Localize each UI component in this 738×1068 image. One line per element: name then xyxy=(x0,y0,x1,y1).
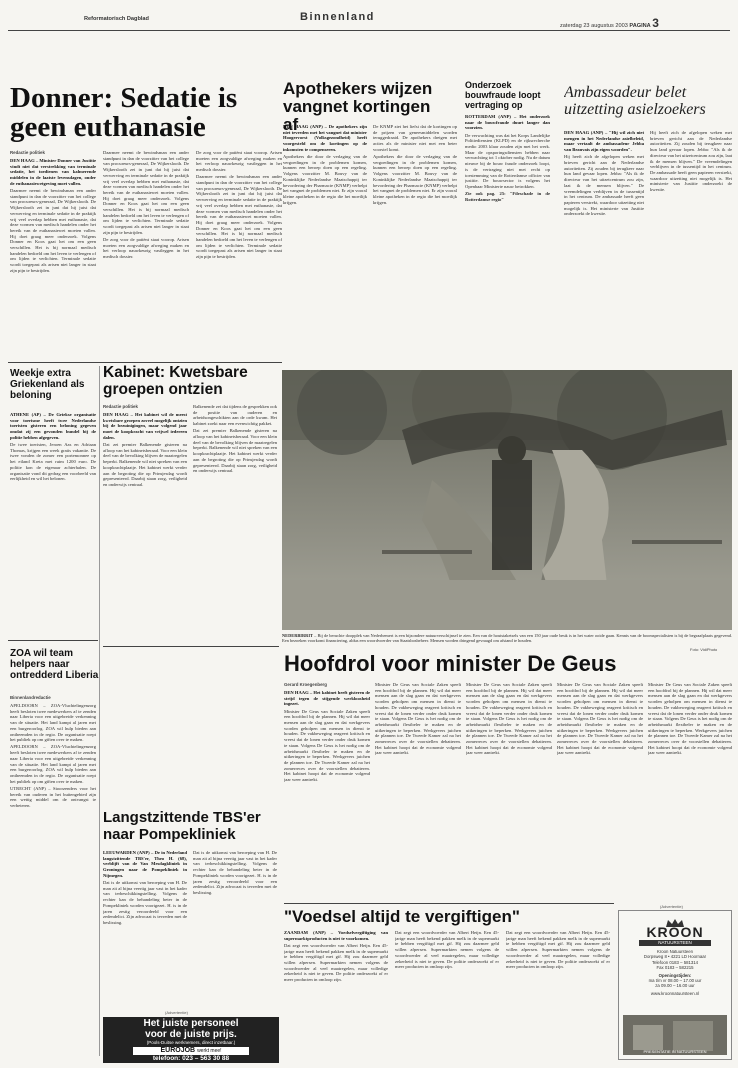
body-ambassadeur-col2 xyxy=(650,130,732,330)
section-title: Binnenland xyxy=(300,11,375,23)
photo-tree xyxy=(282,370,732,630)
ad-kroon[interactable] xyxy=(618,910,732,1060)
body-apothekers-3: Apothekers die door de verlaging van de vergoedingen in de problemen komen, kunnen een beroep doen op een regeling. Volgens voorzitter M. Bouvy van de Koninklijke Nederlandse Maatschappij ter bevordering der Pharmacie (KNMP) verhelpt het vangnet de problemen niet. Er zijn vooral kleine apotheken in de regio die het moeilijk krijgen. xyxy=(373,154,457,205)
ad-label-kroon: (Advertentie) xyxy=(660,904,683,909)
photo-credit: Foto: VidiPhoto xyxy=(690,647,718,652)
body-euthanasie-5: Daarmee neemt de bewindsman een ander standpunt in dan de voorzitter van het college van procureurs-generaal, De Wijkerslooth. De Wijkerslooth zei in juni dat hij juist dat verwerving en terminale sedatie in de praktijk vrij veel overlap hebben met euthanasie, dat deze vormen van medisch handelen onder het bereik van de euthanasiewet moeten vallen. Hij doet graag meer onderzoek. Volgens Donner en Koos gaat het om een geen verschillen. Het is bij normaal medisch handelen bedoeld om het leven te verlengen of om lijden te verlichten. Terminale sedatie wordt toegepast als artsen niet langer in staat zijn pijn te bestrijden. xyxy=(196,174,282,260)
divider-vergiftigen xyxy=(284,903,614,904)
divider-liberia xyxy=(8,640,98,641)
headline-onderzoek: Onderzoek bouwfraude loopt vertraging op xyxy=(465,80,541,110)
body-tbs-2: Dat is de uitkomst van beroeping van H. De man zit al bijna veertig jaar vast in het kader van terbeschikkingstelling. Volgens de rechter kan de behandeling beter in de Pompekliniek worden voortgezet. H. is in de jaren zestig veroordeeld voor een zedendelict. Zijn advocaat is tevreden met de beslissing. xyxy=(193,850,277,895)
body-kabinet-3: Dat zei premier Balkenende gisteren na afloop van het kabinetsberaad. Voor een klein deel van de bevolking blijven de maatregelen beperkt. Balkenende wil niet spreken van een koopkrachtplaatje. Het kabinet werkt verder aan de begroting die op Prinsjesdag wordt gepresenteerd. Daarbij staan zorg, veiligheid en onderwijs centraal. xyxy=(193,428,277,474)
body-ambassadeur-col1 xyxy=(564,130,644,330)
headline-ambassadeur: Ambassadeur belet uitzetting asielzoekers xyxy=(564,84,706,118)
body-euthanasie: Daarmee neemt de bewindsman een ander standpunt in dan de voorzitter van het college van procureurs-generaal, De Wijkerslooth. De Wijkerslooth zei in juni dat hij juist dat verwerving en terminale sedatie in de praktijk vrij veel overlap hebben met euthanasie, dat deze vormen van medisch handelen onder het bereik van de euthanasiewet moeten vallen. Hij doet graag meer onderzoek. Volgens Donner en Koos gaat het om een geen verschillen. Het is bij normaal medisch handelen bedoeld om het leven te verlengen of om lijden te verlichten. Terminale sedatie wordt toegepast als artsen niet langer in staat zijn pijn te bestrijden. xyxy=(10,188,96,273)
page-date-block xyxy=(560,16,738,30)
photo-caption xyxy=(282,633,732,647)
body-onderzoek-text: De verwachting was dat het Korps Landelijke Politiediensten (KLPD) en de rijksrecherche medio 2003 klaar zouden zijn met het werk. Maar de opsporingsdiensten hebben naar verwachting tot 1 oktober nodig. Nu de datum nieuwe bij de bouw fraude onderzoek loopt, is de vertraging niet met recht op toestemming van de Rotterdamse officier van justitie. De bouwsector is volgens het Openbaar Ministerie nauw betrokken. xyxy=(465,132,550,189)
byline-euthanasie: Redactie politiek xyxy=(10,150,45,155)
footnote-liberia: UTRECHT (ANP) – Stoorzenders voor het bereik van ouderen in het buitengebied zijn een wettig middel om de ontvangst te verbeteren. xyxy=(10,785,96,808)
body-kabinet-col2 xyxy=(193,404,277,642)
body-geus-col2 xyxy=(375,682,461,900)
body-vergiftigen-3: Dat zegt een woordvoerder van Albert Heijn. Een 45-jarige man heeft bekend pakken melk in de supermarkt te hebben vergiftigd met gif. Hij zou daarmee geld willen afpersen. Supermarkten nemen volgens de woordvoerder al veel maatregelen, maar volledige zekerheid is niet te geven. De politie onderzoekt of er meer producten in omloop zijn. xyxy=(506,930,610,970)
ad-eurojob-line2: voor de juiste prijs. xyxy=(145,1029,237,1040)
kroon-brand-sub: NATUURSTEEN xyxy=(639,940,711,946)
body-geus-col3 xyxy=(466,682,552,900)
body-apothekers-col2 xyxy=(373,124,457,356)
page-label: PAGINA xyxy=(629,23,651,29)
headline-geus: Hoofdrol voor minister De Geus xyxy=(284,652,617,676)
lead-griekenland: ATHENE (AP) – De Griekse organisatie voor toerisme heeft twee Nederlandse toeristen gisteren een beloning gegeven omdat zij een gevonden bundel bij de politie hebben afgegeven. xyxy=(10,412,96,440)
body-geus-col5 xyxy=(648,682,732,900)
publication-name: Reformatorisch Dagblad xyxy=(84,16,149,22)
body-kabinet: Dat zei premier Balkenende gisteren na afloop van het kabinetsberaad. Voor een klein deel van de bevolking blijven de maatregelen beperkt. Balkenende wil niet spreken van een koopkrachtplaatje. Het kabinet werkt verder aan de begroting die op Prinsjesdag wordt gepresenteerd. Daarbij staan zorg, veiligheid en onderwijs centraal. xyxy=(103,442,187,487)
body-griekenland xyxy=(10,412,96,634)
body-kabinet-2: Balkenende zei dat tijdens de gesprekken ook de positie van ouderen en arbeidsongeschikten aan de orde kwam. Het kabinet zoekt naar een evenwichtig pakket. xyxy=(193,404,277,427)
ad-eurojob-brandline xyxy=(133,1047,249,1055)
body-geus: Minister De Geus van Sociale Zaken speelt een hoofdrol bij de plannen. Hij wil dat meer mensen aan de slag gaan en dat werkgevers worden geholpen om mensen in dienst te houden. De vakbeweging reageert kritisch en vreest dat de lonen verder onder druk komen te staan. Volgens De Geus is het nodig om de arbeidsmarkt flexibeler te maken en de uitkeringen te beperken. Werkgevers juichen de plannen toe. De Tweede Kamer zal na het zomerreces over de voorstellen debatteren. Het kabinet hoopt dat de economie volgend jaar weer aantrekt. xyxy=(284,708,370,783)
body-euthanasie-col1 xyxy=(10,158,96,358)
kroon-address xyxy=(619,949,731,996)
ad-eurojob[interactable] xyxy=(103,1017,279,1063)
body-ambassadeur: Hij heeft zich de afgelopen weken met brieven gericht aan de Nederlandse autoriteiten. Zij zouden bij terugkeer naar hun land gevaar lopen. Jebba: "Als ik de directeur van het uitzetcentrum zou zijn, laat ik de mensen blijven." De vreemdelingen verblijven in de tussentijd in het centrum. De ambassade heeft geen papieren verstrekt, waardoor uitzetting niet mogelijk is. Het ministerie van Justitie onderzoekt de kwestie. xyxy=(564,154,644,217)
headline-euthanasie: Donner: Sedatie is geen euthanasie xyxy=(10,84,238,142)
body-euthanasie-col2 xyxy=(103,150,189,350)
body-vergiftigen-2: Dat zegt een woordvoerder van Albert Heijn. Een 45-jarige man heeft bekend pakken melk in de supermarkt te hebben vergiftigd met gif. Hij zou daarmee geld willen afpersen. Supermarkten nemen volgens de woordvoerder al veel maatregelen, maar volledige zekerheid is niet te geven. De politie onderzoekt of er meer producten in omloop zijn. xyxy=(395,930,499,970)
ad-eurojob-phone: telefoon: 023 – 563 30 88 xyxy=(152,1055,230,1062)
body-euthanasie-4: De zorg voor de patiënt staat voorop. Artsen moeten een zorgvuldige afweging maken en het verloop nauwkeurig vastleggen in het medisch dossier. xyxy=(196,150,282,173)
body-tbs: Dat is de uitkomst van beroeping van H. De man zit al bijna veertig jaar vast in het kader van terbeschikkingstelling. Volgens de rechter kan de behandeling beter in de Pompekliniek worden voortgezet. H. is in de jaren zestig veroordeeld voor een zedendelict. Zijn advocaat is tevreden met de beslissing. xyxy=(103,880,187,925)
tree-photo-image xyxy=(282,370,732,630)
kroon-hours-2: za 09.00 – 16.00 uur xyxy=(655,983,695,989)
body-vergiftigen-col3 xyxy=(506,930,610,1050)
kroon-line-3: Telefoon 0183 – 581314 xyxy=(651,959,699,965)
byline-liberia: Binnenlandredactie xyxy=(10,695,51,700)
body-vergiftigen: Dat zegt een woordvoerder van Albert Heijn. Een 45-jarige man heeft bekend pakken melk in de supermarkt te hebben vergiftigd met gif. Hij zou daarmee geld willen afpersen. Supermarkten nemen volgens de woordvoerder al veel maatregelen, maar volledige zekerheid is niet te geven. De politie onderzoekt of er meer producten in omloop zijn. xyxy=(284,942,388,983)
byline-geus: Gerard Kroegenberg xyxy=(284,682,327,687)
body-tbs-col1 xyxy=(103,850,187,1010)
body-liberia-text: APELDOORN – ZOA-Vluchtelingenzorg heeft besloten twee medewerkers af te zenden naar Liberia voor een uitgebreide verkenning van de situatie. Het land kampt al jaren met een burgeroorlog. ZOA wil hulp bieden aan ontheemden in de regio. De organisatie roept het publiek op om giften over te maken. xyxy=(10,703,96,743)
kroon-hours-1: ma t/m vr 08.00 – 17.00 uur xyxy=(648,978,702,984)
photo-caption-label: NEDERBIRRIT xyxy=(282,633,313,638)
body-geus-2: Minister De Geus van Sociale Zaken speelt een hoofdrol bij de plannen. Hij wil dat meer mensen aan de slag gaan en dat werkgevers worden geholpen om mensen in dienst te houden. De vakbeweging reageert kritisch en vreest dat de lonen verder onder druk komen te staan. Volgens De Geus is het nodig om de arbeidsmarkt flexibeler te maken en de uitkeringen te beperken. Werkgevers juichen de plannen toe. De Tweede Kamer zal na het zomerreces over de voorstellen debatteren. Het kabinet hoopt dat de economie volgend jaar weer aantrekt. xyxy=(375,682,461,756)
headline-tbs: Langstzittende TBS'er naar Pompekliniek xyxy=(103,810,261,843)
footnote-onderzoek: Zie ook pag. 25: "Fileschade in de Rotterdamse regio" xyxy=(465,191,550,202)
headline-kabinet: Kabinet: Kwetsbare groepen ontzien xyxy=(103,364,248,398)
ad-eurojob-line1: Het juiste personeel xyxy=(143,1018,239,1029)
headline-liberia: ZOA wil team helpers naar ontredderd Liberia xyxy=(10,648,99,681)
lead-onderzoek: ROTTERDAM (ANP) – Het onderzoek naar de bouwfraude duurt langer dan voorzien. xyxy=(465,114,550,131)
kroon-line-2: Dorpsweg 8 • 4221 LD Hoornaar xyxy=(643,954,707,960)
masthead xyxy=(0,0,738,32)
lead-tbs: LEEUWARDEN (ANP) – De in Nederland langstzittende TBS'er, Theo H. (68), verblijft van de Van Mesdagkliniek in Groningen naar de Pompekliniek in Nijmegen. xyxy=(103,850,187,878)
body-euthanasie-3: De zorg voor de patiënt staat voorop. Artsen moeten een zorgvuldige afweging maken en het verloop nauwkeurig vastleggen in het medisch dossier. xyxy=(103,237,189,260)
kroon-brand: KROON xyxy=(646,924,704,940)
body-griekenland-text: De twee toeristen, Jeroen Aas en Adriaan Thomas, krijgen een week gratis vakantie. De twee vonden de zomer een portemonnee op het eiland Kreta met ruim 1200 euro. De politie kon de eigenaar achterhalen. De organisatie vond dit gedrag een voorbeeld van eerlijkheid en wil het belonen. xyxy=(10,442,96,482)
divider-tbs xyxy=(103,646,279,647)
body-kabinet-col1 xyxy=(103,412,187,642)
body-euthanasie-2: Daarmee neemt de bewindsman een ander standpunt in dan de voorzitter van het college van procureurs-generaal, De Wijkerslooth. De Wijkerslooth zei in juni dat hij juist dat verwerving en terminale sedatie in de praktijk vrij veel overlap hebben met euthanasie, dat deze vormen van medisch handelen onder het bereik van de euthanasiewet moeten vallen. Hij doet graag meer onderzoek. Volgens Donner en Koos gaat het om een geen verschillen. Het is bij normaal medisch handelen bedoeld om het leven te verlengen of om lijden te verlichten. Terminale sedatie wordt toegepast als artsen niet langer in staat zijn pijn te bestrijden. xyxy=(103,150,189,235)
body-vergiftigen-col1 xyxy=(284,930,388,1050)
kroon-image xyxy=(623,1015,727,1055)
lead-kabinet: DEN HAAG – Het kabinet wil de meest kwetsbare groepen zoveel mogelijk ontzien bij de bezuinigingen, maar volgend jaar moet de koopkracht van vrijwel iedereen dalen. xyxy=(103,412,187,440)
body-apothekers-2: De KNMP ziet het liefst dat de kortingen op de prijzen van geneesmiddelen worden teruggedraaid. De apothekers dreigen met acties als de minister niet met een beter voorstel komt. xyxy=(373,124,457,152)
lead-euthanasie: DEN HAAG – Minister Donner van Justitie vindt niet dat verstrekking van terminale sedatie, het toedienen van kalmerende middelen in de laatste levensdagen, onder de euthanasiewetgeving moet vallen. xyxy=(10,158,96,186)
lead-geus: DEN HAAG – Het kabinet heeft gisteren de strijd tegen de stijgende werkloosheid ingezet. xyxy=(284,690,370,707)
ad-eurojob-brand: EUROJOB xyxy=(160,1047,196,1054)
kroon-web[interactable]: www.kroonnatuursteen.nl xyxy=(650,990,700,996)
kroon-hours-title: Openingstijden: xyxy=(658,972,692,978)
body-vergiftigen-col2 xyxy=(395,930,499,1050)
headline-apothekers: Apothekers wijzen vangnet kortingen af xyxy=(283,80,433,134)
ad-label-personeel: (Advertentie) xyxy=(165,1010,188,1015)
kroon-line-4: Fax 0183 – 582215 xyxy=(656,965,694,971)
photo-caption-text: – Bij de beruchte doopplek van Nederhemert is een bijzondere natuurverschijnsel te zien. Een van de houtstaketsels van een 150 jaar oude beuk is in het water ooide gaan. Kennis van de boomspecialisten is bij de begraafplaats gegevend. Een bezoeken voorkomt financiering, aldus een woordvoerder van Staatsbosbeheer. Mensen worden dringend gevraagd om afstand te houden. xyxy=(282,633,732,644)
col-divider-left xyxy=(99,366,100,1056)
ad-eurojob-tagline: werkt mee! xyxy=(197,1048,222,1054)
body-geus-col1 xyxy=(284,690,370,900)
body-apothekers: Apothekers die door de verlaging van de vergoedingen in de problemen komen, kunnen een beroep doen op een regeling. Volgens voorzitter M. Bouvy van de Koninklijke Nederlandse Maatschappij ter bevordering der Pharmacie (KNMP) verhelpt het vangnet de problemen niet. Er zijn vooral kleine apotheken in de regio die het moeilijk krijgen. xyxy=(283,154,367,205)
body-tbs-col2 xyxy=(193,850,277,1010)
body-geus-5: Minister De Geus van Sociale Zaken speelt een hoofdrol bij de plannen. Hij wil dat meer mensen aan de slag gaan en dat werkgevers worden geholpen om mensen in dienst te houden. De vakbeweging reageert kritisch en vreest dat de lonen verder onder druk komen te staan. Volgens De Geus is het nodig om de arbeidsmarkt flexibeler te maken en de uitkeringen te beperken. Werkgevers juichen de plannen toe. De Tweede Kamer zal na het zomerreces over de voorstellen debatteren. Het kabinet hoopt dat de economie volgend jaar weer aantrekt. xyxy=(648,682,732,756)
body-apothekers-col1 xyxy=(283,124,367,356)
byline-kabinet: Redactie politiek xyxy=(103,404,138,409)
lead-ambassadeur: DEN HAAG (ANP) – "Hij wil zich niet mengen in het Nederlandse asielbeleid, maar vertaalt de ambassadeur Jebba van Beauvais zijn eigen woorden". xyxy=(564,130,644,153)
ad-eurojob-sub: (Pools-Duitse werknemers, direct inzetbaar.) xyxy=(146,1040,236,1045)
page-date: zaterdag 23 augustus 2003 xyxy=(560,23,628,29)
lead-vergiftigen: ZAANDAM (ANP) – Voedselvergiftiging van supermarktproducten is niet te voorkomen. xyxy=(284,930,388,941)
body-liberia xyxy=(10,703,96,1048)
body-onderzoek xyxy=(465,114,550,360)
body-geus-3: Minister De Geus van Sociale Zaken speelt een hoofdrol bij de plannen. Hij wil dat meer mensen aan de slag gaan en dat werkgevers worden geholpen om mensen in dienst te houden. De vakbeweging reageert kritisch en vreest dat de lonen verder onder druk komen te staan. Volgens De Geus is het nodig om de arbeidsmarkt flexibeler te maken en de uitkeringen te beperken. Werkgevers juichen de plannen toe. De Tweede Kamer zal na het zomerreces over de voorstellen debatteren. Het kabinet hoopt dat de economie volgend jaar weer aantrekt. xyxy=(466,682,552,756)
masthead-rule xyxy=(8,30,730,31)
body-geus-col4 xyxy=(557,682,643,900)
kroon-line-1: Kroon Natuursteen xyxy=(656,949,694,954)
divider-top-articles xyxy=(8,362,282,363)
headline-vergiftigen: "Voedsel altijd te vergiftigen" xyxy=(284,908,520,926)
kroon-image-caption: PRESENTATIE IN NATUURSTEEN xyxy=(643,1049,707,1054)
body-euthanasie-col3 xyxy=(196,150,282,350)
body-ambassadeur-2: Hij heeft zich de afgelopen weken met brieven gericht aan de Nederlandse autoriteiten. Zij zouden bij terugkeer naar hun land gevaar lopen. Jebba: "Als ik de directeur van het uitzetcentrum zou zijn, laat ik de mensen blijven." De vreemdelingen verblijven in de tussentijd in het centrum. De ambassade heeft geen papieren verstrekt, waardoor uitzetting niet mogelijk is. Het ministerie van Justitie onderzoekt de kwestie. xyxy=(650,130,732,193)
body-liberia-text-2: APELDOORN – ZOA-Vluchtelingenzorg heeft besloten twee medewerkers af te zenden naar Liberia voor een uitgebreide verkenning van de situatie. Het land kampt al jaren met een burgeroorlog. ZOA wil hulp bieden aan ontheemden in de regio. De organisatie roept het publiek op om giften over te maken. xyxy=(10,744,96,784)
headline-griekenland: Weekje extra Griekenland als beloning xyxy=(10,368,85,401)
lead-apothekers: DEN HAAG (ANP) – De apothekers zijn niet tevreden met het vangnet dat minister Hoogervorst (Volksgezondheid) heeft voorgesteld om de kortingen op de inkomsten te compenseren. xyxy=(283,124,367,152)
body-geus-4: Minister De Geus van Sociale Zaken speelt een hoofdrol bij de plannen. Hij wil dat meer mensen aan de slag gaan en dat werkgevers worden geholpen om mensen in dienst te houden. De vakbeweging reageert kritisch en vreest dat de lonen verder onder druk komen te staan. Volgens De Geus is het nodig om de arbeidsmarkt flexibeler te maken en de uitkeringen te beperken. Werkgevers juichen de plannen toe. De Tweede Kamer zal na het zomerreces over de voorstellen debatteren. Het kabinet hoopt dat de economie volgend jaar weer aantrekt. xyxy=(557,682,643,756)
page-number: 3 xyxy=(652,16,659,30)
